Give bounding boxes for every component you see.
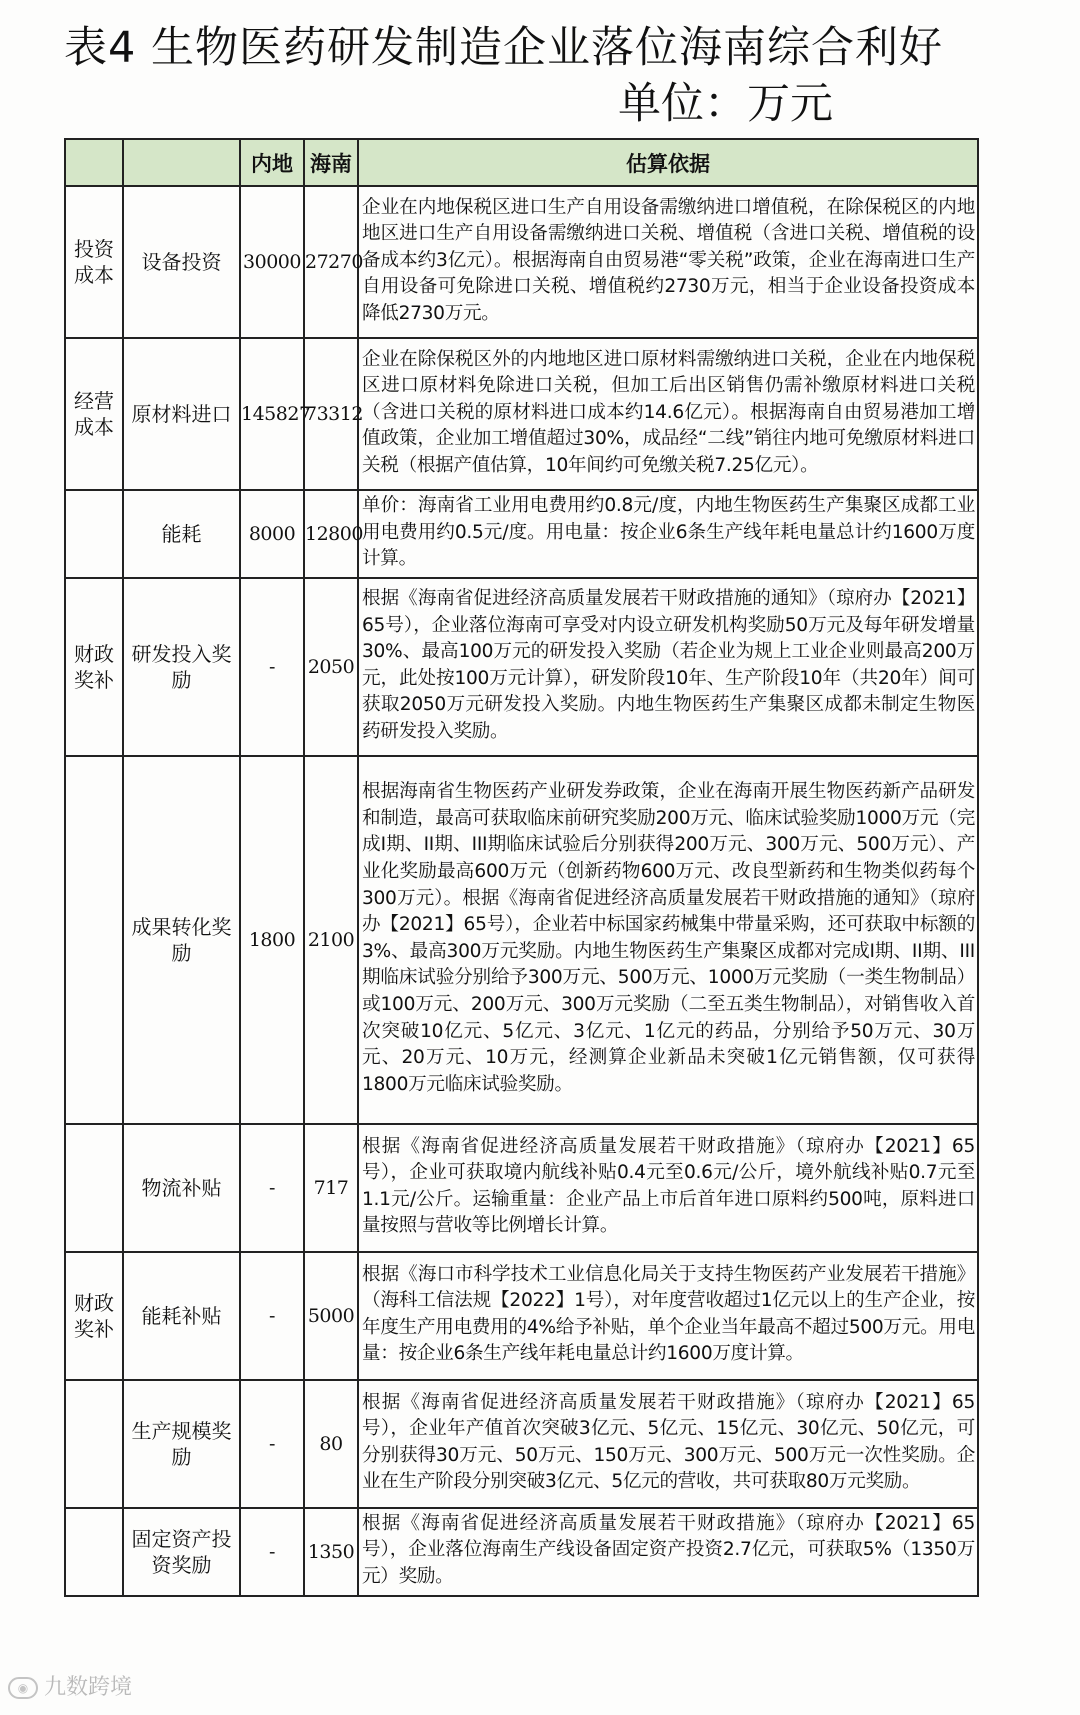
row-hainan-value: 2100 xyxy=(304,756,358,1124)
row-basis: 根据《海南省促进经济高质量发展若干财政措施》（琼府办【2021】65号），企业落位海南生产线设备固定资产投资2.7亿元，可获取5%（1350万元）奖励。 xyxy=(358,1508,978,1596)
row-hainan-value: 80 xyxy=(304,1380,358,1508)
row-category xyxy=(65,1124,123,1252)
row-hainan-value: 12800 xyxy=(304,490,358,578)
row-mainland-value: - xyxy=(240,1380,304,1508)
table-row xyxy=(65,490,978,578)
row-category xyxy=(65,1380,123,1508)
table-row xyxy=(65,756,978,1124)
table-row xyxy=(65,186,978,338)
row-item: 成果转化奖励 xyxy=(123,756,240,1124)
row-basis: 企业在内地保税区进口生产自用设备需缴纳进口增值税，在除保税区的内地地区进口生产自用设备需缴纳进口关税、增值税（含进口关税、增值税的设备成本约3亿元）。根据海南自由贸易港“零关税”政策，企业在海南进口生产自用设备可免除进口关税、增值税约2730万元，相当于企业设备投资成本降低2730万元。 xyxy=(358,186,978,338)
row-mainland-value: - xyxy=(240,1508,304,1596)
table-header-row xyxy=(65,139,978,186)
row-item: 设备投资 xyxy=(123,186,240,338)
row-item: 研发投入奖励 xyxy=(123,578,240,756)
row-mainland-value: 1800 xyxy=(240,756,304,1124)
table-row xyxy=(65,578,978,756)
row-item: 物流补贴 xyxy=(123,1124,240,1252)
row-item: 能耗 xyxy=(123,490,240,578)
row-hainan-value: 717 xyxy=(304,1124,358,1252)
row-category: 财政 奖补 xyxy=(65,578,123,756)
row-basis: 单价：海南省工业用电费用约0.8元/度，内地生物医药生产集聚区成都工业用电费用约0.5元/度。用电量：按企业6条生产线年耗电量总计约1600万度计算。 xyxy=(358,490,978,578)
header-item xyxy=(123,139,240,186)
row-hainan-value: 27270 xyxy=(304,186,358,338)
header-category xyxy=(65,139,123,186)
row-basis: 企业在除保税区外的内地地区进口原材料需缴纳进口关税，企业在内地保税区进口原材料免除进口关税，但加工后出区销售仍需补缴原材料进口关税（含进口关税的原材料进口成本约14.6亿元）。根据海南自由贸易港加工增值政策，企业加工增值超过30%，成品经“二线”销往内地可免缴原材料进口关税（根据产值估算，10年间约可免缴关税7.25亿元）。 xyxy=(358,338,978,490)
row-hainan-value: 1350 xyxy=(304,1508,358,1596)
row-basis: 根据《海南省促进经济高质量发展若干财政措施》（琼府办【2021】65号），企业可获取境内航线补贴0.4元至0.6元/公斤，境外航线补贴0.7元至1.1元/公斤。运输重量：企业产品上市后首年进口原料约500吨，原料进口量按照与营收等比例增长计算。 xyxy=(358,1124,978,1252)
header-mainland: 内地 xyxy=(240,139,304,186)
table-row xyxy=(65,338,978,490)
row-basis: 根据海南省生物医药产业研发券政策，企业在海南开展生物医药新产品研发和制造，最高可获取临床前研究奖励200万元、临床试验奖励1000万元（完成I期、II期、III期临床试验后分别获得200万元、300万元、500万元）、产业化奖励最高600万元（创新药物600万元、改良型新药和生物类似药每个300万元）。根据《海南省促进经济高质量发展若干财政措施的通知》（琼府办【2021】65号），企业若中标国家药械集中带量采购，还可获取中标额的3%、最高300万元奖励。内地生物医药生产集聚区成都对完成I期、II期、III期临床试验分别给予300万元、500万元、1000万元奖励（一类生物制品）或100万元、200万元、300万元奖励（二至五类生物制品），对销售收入首次突破10亿元、5亿元、3亿元、1亿元的药品，分别给予50万元、30万元、20万元、10万元，经测算企业新品未突破1亿元销售额，仅可获得1800万元临床试验奖励。 xyxy=(358,756,978,1124)
row-category: 财政 奖补 xyxy=(65,1252,123,1380)
row-mainland-value: - xyxy=(240,1124,304,1252)
watermark xyxy=(8,1670,132,1701)
benefit-table xyxy=(64,138,979,1597)
row-hainan-value: 2050 xyxy=(304,578,358,756)
row-category xyxy=(65,490,123,578)
row-mainland-value: - xyxy=(240,578,304,756)
unit-label: 单位：万元 xyxy=(618,79,833,129)
table-row xyxy=(65,1380,978,1508)
row-category: 经营 成本 xyxy=(65,338,123,490)
row-item: 生产规模奖励 xyxy=(123,1380,240,1508)
row-mainland-value: - xyxy=(240,1252,304,1380)
row-hainan-value: 73312 xyxy=(304,338,358,490)
row-item: 固定资产投资奖励 xyxy=(123,1508,240,1596)
header-hainan: 海南 xyxy=(304,139,358,186)
header-basis: 估算依据 xyxy=(358,139,978,186)
row-hainan-value: 5000 xyxy=(304,1252,358,1380)
watermark-text: 九数跨境 xyxy=(44,1675,133,1700)
row-item: 原材料进口 xyxy=(123,338,240,490)
row-category xyxy=(65,1508,123,1596)
row-category xyxy=(65,756,123,1124)
row-mainland-value: 8000 xyxy=(240,490,304,578)
table-row xyxy=(65,1508,978,1596)
row-basis: 根据《海南省促进经济高质量发展若干财政措施》（琼府办【2021】65号），企业年产值首次突破3亿元、5亿元、15亿元、30亿元、50亿元，可分别获得30万元、50万元、150万元、300万元、500万元一次性奖励。企业在生产阶段分别突破3亿元、5亿元的营收，共可获取80万元奖励。 xyxy=(358,1380,978,1508)
row-item: 能耗补贴 xyxy=(123,1252,240,1380)
row-category: 投资 成本 xyxy=(65,186,123,338)
table-row xyxy=(65,1252,978,1380)
page-title: 表4 生物医药研发制造企业落位海南综合利好 xyxy=(64,23,944,73)
row-basis: 根据《海口市科学技术工业信息化局关于支持生物医药产业发展若干措施》（海科工信法规【2022】1号），对年度营收超过1亿元以上的生产企业，按年度生产用电费用的4%给予补贴，单个企业当年最高不超过500万元。用电量：按企业6条生产线年耗电量总计约1600万度计算。 xyxy=(358,1252,978,1380)
row-mainland-value: 30000 xyxy=(240,186,304,338)
row-basis: 根据《海南省促进经济高质量发展若干财政措施的通知》（琼府办【2021】65号），企业落位海南可享受对内设立研发机构奖励50万元及每年研发增量30%、最高100万元的研发投入奖励（若企业为规上工业企业则最高200万元，此处按100万元计算），研发阶段10年、生产阶段10年（共20年）间可获取2050万元研发投入奖励。内地生物医药生产集聚区成都未制定生物医药研发投入奖励。 xyxy=(358,578,978,756)
table-row xyxy=(65,1124,978,1252)
row-mainland-value: 145827 xyxy=(240,338,304,490)
weibo-logo-icon: ◉ xyxy=(8,1677,38,1699)
